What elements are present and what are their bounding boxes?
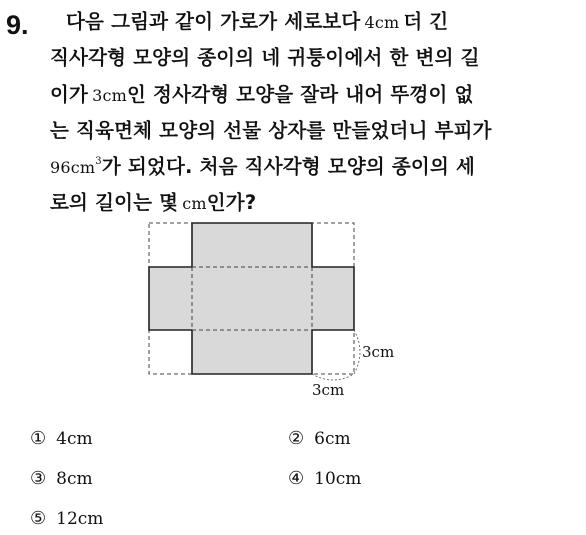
- question-text: 가 되었다. 처음 직사각형 모양의 종이의 세: [101, 155, 476, 178]
- box-net-figure: [140, 216, 420, 406]
- question-text: 인가?: [206, 191, 257, 214]
- choice-1[interactable]: [30, 428, 93, 449]
- question-line-2: 직사각형 모양의 종이의 네 귀퉁이에서 한 변의 길: [50, 46, 480, 69]
- choice-5[interactable]: [30, 508, 103, 529]
- question-line-4: 는 직육면체 모양의 선물 상자를 만들었더니 부피가: [50, 119, 492, 142]
- question-line-5: [50, 151, 475, 179]
- question-number: 9.: [6, 10, 29, 40]
- choice-marker: ①: [30, 428, 47, 449]
- question-text: 이가: [50, 83, 89, 106]
- question-line-1: [66, 6, 448, 34]
- question-text: 인 정사각형 모양을 잘라 내어 뚜껑이 없: [127, 83, 474, 106]
- side-length-label: 3cm: [362, 343, 395, 361]
- volume-exponent: 3: [95, 156, 102, 167]
- choice-marker: ④: [288, 468, 305, 489]
- choice-marker: ③: [30, 468, 47, 489]
- volume-value: 96cm: [50, 158, 96, 177]
- choice-text: 4cm: [56, 429, 93, 449]
- choice-4[interactable]: [288, 468, 361, 489]
- choice-2[interactable]: [288, 428, 351, 449]
- question-text: 로의 길이는 몇: [50, 191, 179, 214]
- choice-text: 12cm: [56, 509, 104, 529]
- question-line-3: [50, 79, 474, 107]
- side-measure-arc: [354, 330, 360, 374]
- length-value: 3cm: [92, 86, 127, 105]
- choice-text: 8cm: [56, 469, 93, 489]
- choice-text: 10cm: [314, 469, 362, 489]
- question-line-6: [50, 187, 256, 215]
- bottom-measure-arc: [312, 374, 354, 380]
- unit: cm: [182, 194, 207, 213]
- question-text: 더 긴: [403, 10, 449, 33]
- cut-paper-shape: [149, 223, 354, 374]
- question-text: 다음 그림과 같이 가로가 세로보다: [66, 10, 361, 33]
- choice-marker: ②: [288, 428, 305, 449]
- choice-text: 6cm: [314, 429, 351, 449]
- choice-marker: ⑤: [30, 508, 47, 529]
- bottom-length-label: 3cm: [312, 381, 345, 399]
- length-value: 4cm: [364, 13, 400, 32]
- choice-3[interactable]: [30, 468, 93, 489]
